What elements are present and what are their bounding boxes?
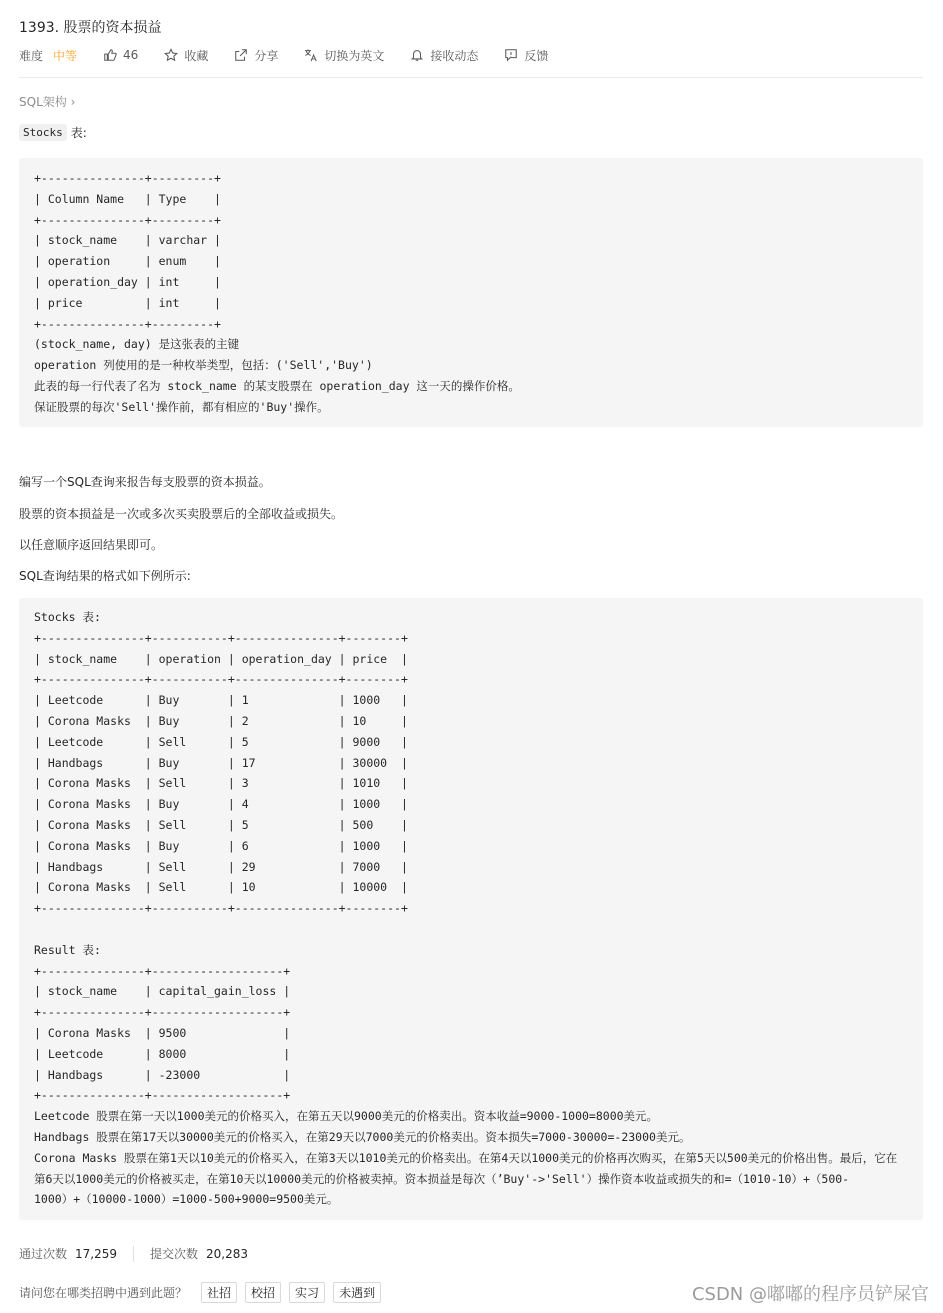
intro-line: [19, 124, 87, 141]
accepted-label: 通过次数: [19, 1247, 68, 1261]
bell-icon: [410, 48, 424, 62]
thumbs-up-icon: [103, 48, 117, 62]
sql-schema-link[interactable]: SQL架构 ›: [19, 95, 76, 109]
subscribe-label: 接收动态: [430, 48, 479, 63]
intro-suffix: 表:: [70, 126, 87, 140]
submitted-label: 提交次数: [150, 1247, 199, 1261]
header-divider: [19, 77, 923, 78]
favorite-button[interactable]: [164, 47, 208, 64]
problem-title: 1393. 股票的资本损益: [19, 20, 162, 36]
feedback-button[interactable]: [504, 47, 548, 64]
like-count: 46: [123, 48, 139, 62]
description-paragraph: 以任意顺序返回结果即可。: [19, 538, 164, 552]
option-not-encountered-button[interactable]: 未遇到: [333, 1282, 381, 1303]
table-name-code: Stocks: [19, 124, 67, 141]
interview-question-bar: [19, 1282, 381, 1303]
share-icon: [234, 48, 248, 62]
star-icon: [164, 48, 178, 62]
csdn-watermark: CSDN @嘟嘟的程序员铲屎官: [691, 1284, 929, 1305]
submitted-count: 20,283: [206, 1246, 249, 1261]
translate-icon: [304, 48, 318, 62]
description-paragraph: 编写一个SQL查询来报告每支股票的资本损益。: [19, 475, 271, 489]
feedback-icon: [504, 48, 518, 62]
stats-divider: [133, 1246, 134, 1262]
like-button[interactable]: [103, 48, 138, 62]
feedback-label: 反馈: [524, 48, 549, 63]
example-tables: Stocks 表: +---------------+-----------+---------------+--------+ | stock_name | operation | operation_day | price | +---------------+-----------+---------------+--------+ | Leetcode | Buy | 1 | 1000 | | Corona Masks | Buy | 2 | 10 | | Leetcode | Sell | 5 | 9000 | | Handbags | Buy | 17 | 30000 | | Corona Masks | Sell | 3 | 1010 | | Corona Masks | Buy | 4 | 1000 | | Corona Masks | Sell | 5 | 500 | | Corona Masks | Buy | 6 | 1000 | | Handbags | Sell | 29 | 7000 | | Corona Masks | Sell | 10 | 10000 | +---------------+-----------+---------------+--------+ Result 表: +---------------+-------------------+ | stock_name | capital_gain_loss | +---------------+-------------------+ | Corona Masks | 9500 | | Leetcode | 8000 | | Handbags | -23000 | +---------------+-------------------+: [34, 610, 408, 1103]
option-campus-hire-button[interactable]: 校招: [245, 1282, 281, 1303]
subscribe-button[interactable]: [410, 47, 478, 64]
schema-code-block: +---------------+---------+ | Column Name | Type | +---------------+---------+ | stock_name | varchar | | operation | enum | | operation_day | int | | price | int | +---------------+---------+ (stock_name, day) 是这张表的主键 operation 列使用的是一种枚举类型，包括：('Sell','Buy') 此表的每一行代表了名为 stock_name 的某支股票在 operation_day 这一天的操作价格。 保证股票的每次'Sell'操作前，都有相应的'Buy'操作。: [19, 158, 923, 427]
description-paragraph: SQL查询结果的格式如下例所示:: [19, 569, 191, 583]
option-internship-button[interactable]: 实习: [289, 1282, 325, 1303]
interview-question: 请问您在哪类招聘中遇到此题？: [19, 1286, 188, 1300]
switch-language-button[interactable]: [304, 47, 384, 64]
favorite-label: 收藏: [184, 48, 209, 63]
accepted-count: 17,259: [75, 1246, 118, 1261]
difficulty-label: 难度: [19, 48, 44, 63]
difficulty-badge: 中等: [53, 48, 78, 63]
example-code-block: [19, 598, 923, 1220]
option-social-hire-button[interactable]: 社招: [201, 1282, 237, 1303]
switch-language-label: 切换为英文: [324, 48, 385, 63]
submission-stats: [19, 1245, 248, 1262]
share-label: 分享: [254, 48, 279, 63]
example-explanation: Leetcode 股票在第一天以1000美元的价格买入，在第五天以9000美元的价格卖出。资本收益=9000-1000=8000美元。 Handbags 股票在第17天以30000美元的价格买入，在第29天以7000美元的价格卖出。资本损失=7000-30000=-23000美元。 Corona Masks 股票在第1天以10美元的价格买入，在第3天以1010美元的价格卖出。在第4天以1000美元的价格再次购买，在第5天以500美元的价格出售。最后，它在第6天以1000美元的价格被买走，在第10天以10000美元的价格被卖掉。资本损益是每次（’Buy'->'Sell'）操作资本收益或损失的和=（1010-10）+（500-1000）+（10000-1000）=1000-500+9000=9500美元。: [34, 1109, 898, 1207]
share-button[interactable]: [234, 47, 278, 64]
description-paragraph: 股票的资本损益是一次或多次买卖股票后的全部收益或损失。: [19, 507, 344, 521]
problem-meta-bar: [19, 46, 574, 64]
